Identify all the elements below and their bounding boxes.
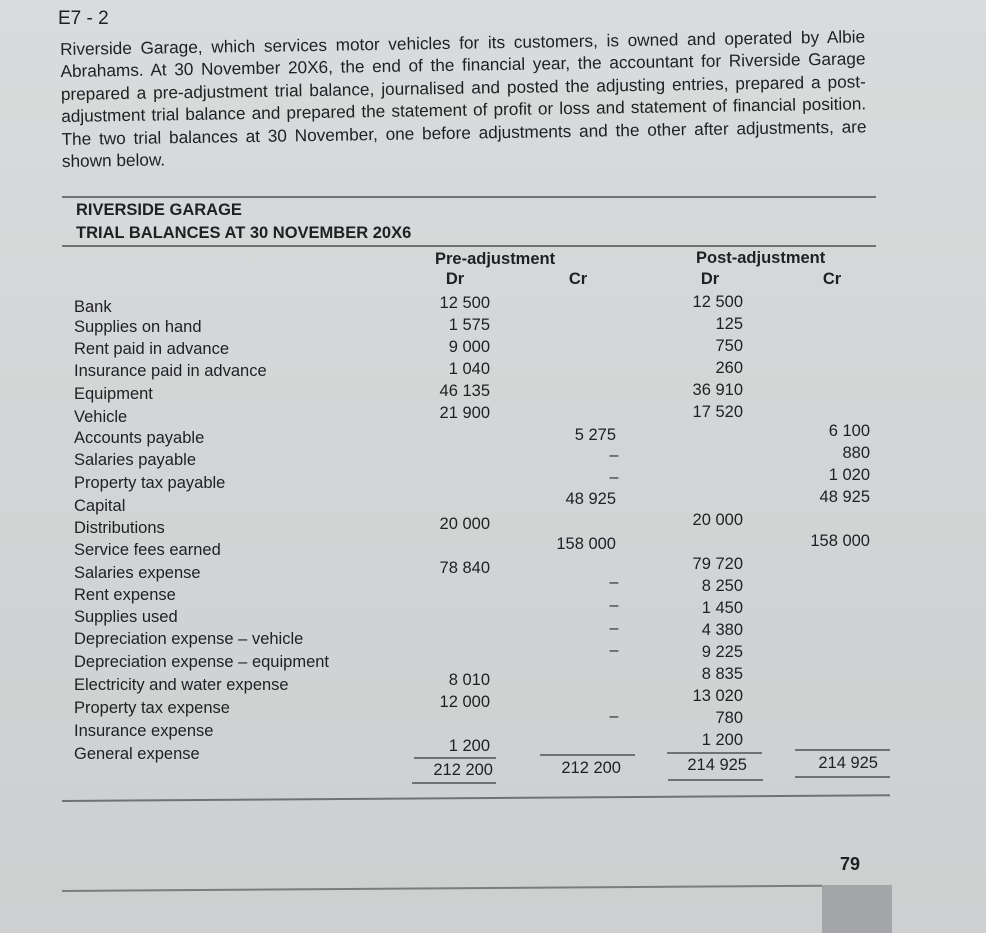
col-header-pre-dr: Dr bbox=[445, 270, 465, 288]
pre-dr-amount: 8 010 bbox=[448, 671, 490, 689]
account-name: Property tax expense bbox=[74, 699, 230, 717]
total-line-post-cr bbox=[795, 749, 890, 751]
pre-cr-amount: 158 000 bbox=[556, 535, 616, 553]
post-dr-amount: 1 200 bbox=[701, 731, 743, 749]
pre-dr-amount: – bbox=[609, 597, 619, 614]
post-dr-amount: 780 bbox=[715, 709, 743, 727]
account-name: Insurance paid in advance bbox=[74, 362, 267, 380]
total-line-pre-cr bbox=[540, 754, 635, 756]
post-cr-amount: 158 000 bbox=[810, 532, 870, 550]
post-dr-amount: 125 bbox=[715, 315, 743, 333]
post-dr-amount: 9 225 bbox=[701, 643, 743, 661]
post-dr-amount: 17 520 bbox=[692, 403, 743, 421]
post-cr-amount: 48 925 bbox=[819, 488, 870, 506]
top-rule bbox=[62, 196, 876, 198]
post-dr-amount: 750 bbox=[715, 337, 743, 355]
pre-dr-amount: 21 900 bbox=[439, 404, 490, 422]
double-line-post-cr bbox=[795, 776, 890, 778]
pre-dr-amount: – bbox=[609, 574, 619, 591]
pre-cr-amount: 48 925 bbox=[565, 490, 616, 508]
account-name: Accounts payable bbox=[74, 429, 205, 447]
pre-dr-amount: – bbox=[609, 708, 619, 725]
post-dr-total: 214 925 bbox=[687, 756, 747, 774]
post-dr-amount: 36 910 bbox=[692, 381, 743, 399]
pre-dr-amount: 1 040 bbox=[448, 360, 490, 378]
company-name: RIVERSIDE GARAGE bbox=[76, 201, 242, 219]
post-cr-amount: 1 020 bbox=[828, 466, 870, 484]
col-header-post-cr: Cr bbox=[822, 270, 842, 288]
post-cr-total: 214 925 bbox=[818, 754, 878, 772]
total-line-pre-dr bbox=[414, 757, 496, 759]
pre-dr-amount: 12 500 bbox=[439, 294, 490, 312]
post-dr-amount: 1 450 bbox=[701, 599, 743, 617]
group-header-pre: Pre-adjustment bbox=[435, 250, 556, 268]
account-name: Rent expense bbox=[74, 586, 176, 604]
account-name: Distributions bbox=[74, 519, 165, 537]
pre-dr-amount: 12 000 bbox=[439, 693, 490, 711]
account-name: Bank bbox=[74, 298, 112, 316]
account-name: Service fees earned bbox=[74, 541, 221, 559]
account-name: Depreciation expense – equipment bbox=[74, 653, 330, 671]
account-name: Electricity and water expense bbox=[74, 676, 289, 694]
col-header-post-dr: Dr bbox=[700, 270, 720, 288]
account-name: Supplies on hand bbox=[74, 318, 202, 336]
title-rule bbox=[62, 245, 876, 247]
account-name: Supplies used bbox=[74, 608, 178, 626]
post-dr-amount: 8 250 bbox=[701, 577, 743, 595]
double-line-pre-dr bbox=[412, 782, 496, 784]
pre-cr-total: 212 200 bbox=[561, 759, 621, 777]
table-title: TRIAL BALANCES AT 30 NOVEMBER 20X6 bbox=[76, 224, 412, 242]
post-dr-amount: 79 720 bbox=[692, 555, 743, 573]
post-dr-amount: 13 020 bbox=[692, 687, 743, 705]
double-line-post-dr bbox=[668, 779, 763, 781]
account-name: Salaries payable bbox=[74, 451, 196, 469]
group-header-post: Post-adjustment bbox=[696, 249, 826, 267]
account-name: Insurance expense bbox=[74, 722, 214, 740]
pre-dr-amount: 46 135 bbox=[439, 382, 490, 400]
pre-dr-amount: – bbox=[609, 620, 619, 637]
post-dr-amount: 20 000 bbox=[692, 511, 743, 529]
exercise-heading: E7 - 2 bbox=[58, 8, 109, 29]
account-name: General expense bbox=[74, 745, 200, 763]
page-tab bbox=[822, 885, 892, 933]
account-name: Property tax payable bbox=[74, 474, 226, 492]
pre-dr-amount: 1 200 bbox=[448, 737, 490, 755]
post-cr-amount: 6 100 bbox=[828, 422, 870, 440]
exercise-paragraph: Riverside Garage, which services motor vehicles for its customers, is owned and operated by Albie Abrahams. At 30 November 20X6, the end of the financial year, the accountant for Riverside Garage prepared a pre-adjustment trial balance, journalised and posted the adjusting entries, prepared a post-adjustment trial balance and prepared the statement of profit or loss and statement of financial position. The two trial balances at 30 November, one before adjustments and the other after adjustments, are shown below. bbox=[60, 26, 867, 172]
pre-cr-amount: – bbox=[609, 469, 619, 486]
col-header-pre-cr: Cr bbox=[568, 270, 588, 288]
pre-dr-amount: 1 575 bbox=[448, 316, 490, 334]
account-name: Capital bbox=[74, 497, 126, 515]
account-name: Depreciation expense – vehicle bbox=[74, 630, 304, 648]
account-name: Salaries expense bbox=[74, 564, 201, 582]
post-dr-amount: 4 380 bbox=[701, 621, 743, 639]
pre-dr-amount: – bbox=[609, 642, 619, 659]
account-name: Vehicle bbox=[74, 408, 128, 426]
account-name: Equipment bbox=[74, 385, 153, 403]
post-cr-amount: 880 bbox=[842, 444, 870, 462]
pre-cr-amount: 5 275 bbox=[574, 426, 616, 444]
pre-dr-amount: 78 840 bbox=[439, 559, 490, 577]
post-dr-amount: 260 bbox=[715, 359, 743, 377]
post-dr-amount: 8 835 bbox=[701, 665, 743, 683]
bottom-rule bbox=[62, 794, 890, 802]
account-name: Rent paid in advance bbox=[74, 340, 230, 358]
pre-dr-amount: 20 000 bbox=[439, 515, 490, 533]
pre-cr-amount: – bbox=[609, 447, 619, 464]
total-line-post-dr bbox=[667, 752, 762, 754]
pre-dr-total: 212 200 bbox=[433, 761, 493, 779]
footer-rule bbox=[62, 885, 822, 892]
pre-dr-amount: 9 000 bbox=[448, 338, 490, 356]
page-number: 79 bbox=[840, 854, 861, 874]
post-dr-amount: 12 500 bbox=[692, 293, 743, 311]
